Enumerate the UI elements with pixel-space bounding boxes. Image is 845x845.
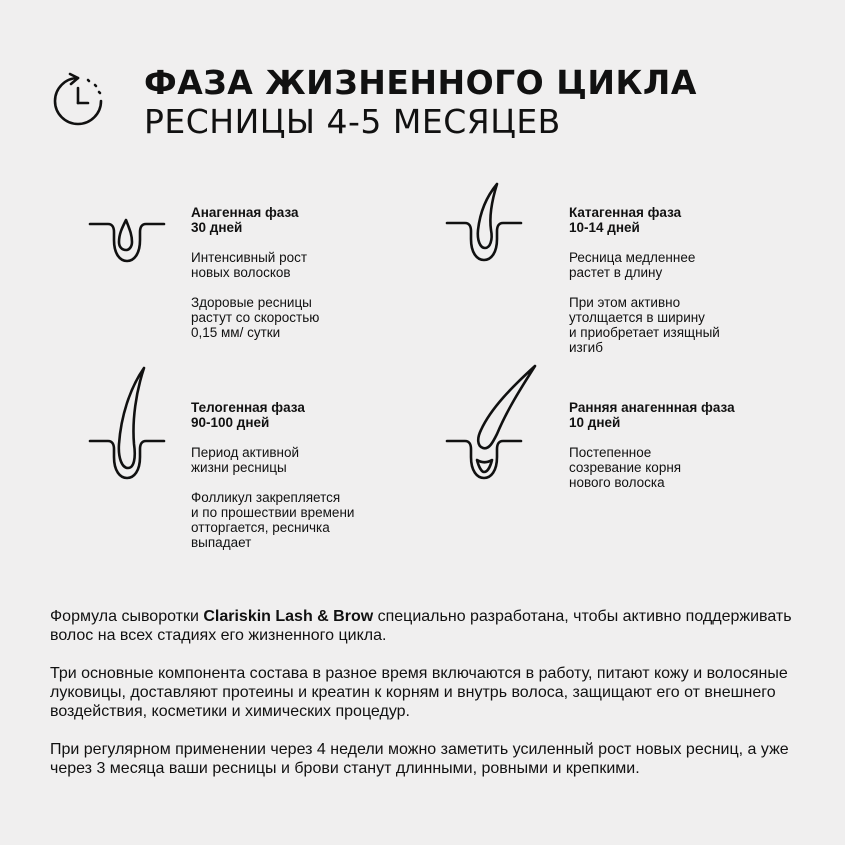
description-paragraph-1: [50, 607, 810, 645]
follicle-anagen-icon: [88, 212, 166, 267]
text-span: специально разработана, чтобы активно поддерживать волос на всех стадиях его жизненного цикла.: [50, 608, 792, 644]
phase-detail: Здоровые ресницы растут со скоростью 0,15 мм/ сутки: [191, 295, 320, 340]
phase-description: Интенсивный рост новых волосков: [191, 250, 308, 280]
phase-description: Период активной жизни ресницы: [191, 445, 300, 475]
phase-duration: 10-14 дней: [569, 220, 640, 235]
phase-anagen: [191, 205, 461, 340]
phase-name: Катагенная фаза: [569, 205, 682, 220]
text-span: Формула сыворотки: [50, 608, 204, 625]
title-block: [144, 64, 697, 142]
page-subtitle: РЕСНИЦЫ 4-5 МЕСЯЦЕВ: [144, 102, 561, 141]
phase-detail: При этом активно утолщается в ширину и приобретает изящный изгиб: [569, 295, 720, 355]
phase-name: Телогенная фаза: [191, 400, 305, 415]
phase-duration: 10 дней: [569, 415, 621, 430]
phase-description: Ресница медленнее растет в длину: [569, 250, 696, 280]
header: [48, 64, 828, 144]
phase-detail: Фолликул закрепляется и по прошествии времени отторгается, ресничка выпадает: [191, 490, 355, 550]
follicle-catagen-icon: [445, 182, 523, 266]
follicle-early-anagen-icon: [445, 364, 537, 484]
phase-duration: 90-100 дней: [191, 415, 270, 430]
phase-duration: 30 дней: [191, 220, 243, 235]
phase-telogen: [191, 400, 461, 550]
phase-early-anagen: [569, 400, 839, 490]
phase-name: Ранняя анагеннная фаза: [569, 400, 735, 415]
brand-name: Clariskin Lash & Brow: [203, 608, 374, 625]
phase-description: Постепенное созревание корня нового волоска: [569, 445, 682, 490]
follicle-telogen-icon: [88, 366, 166, 484]
description-paragraph-2: Три основные компонента состава в разное время включаются в работу, питают кожу и волосяные луковицы, доставляют протеины и креатин к корням и внутрь волоса, защищают его от внешнего воздействия, косметики и химических процедур.: [50, 665, 788, 720]
page-title: ФАЗА ЖИЗНЕННОГО ЦИКЛА: [144, 63, 697, 102]
description-paragraph-3: При регулярном применении через 4 недели можно заметить усиленный рост новых ресниц, а уже через 3 месяца ваши ресницы и брови станут длинными, ровными и крепкими.: [50, 741, 789, 777]
phase-catagen: [569, 205, 839, 355]
phase-name: Анагенная фаза: [191, 205, 299, 220]
description-block: [50, 607, 810, 797]
clock-cycle-icon: [48, 70, 108, 132]
